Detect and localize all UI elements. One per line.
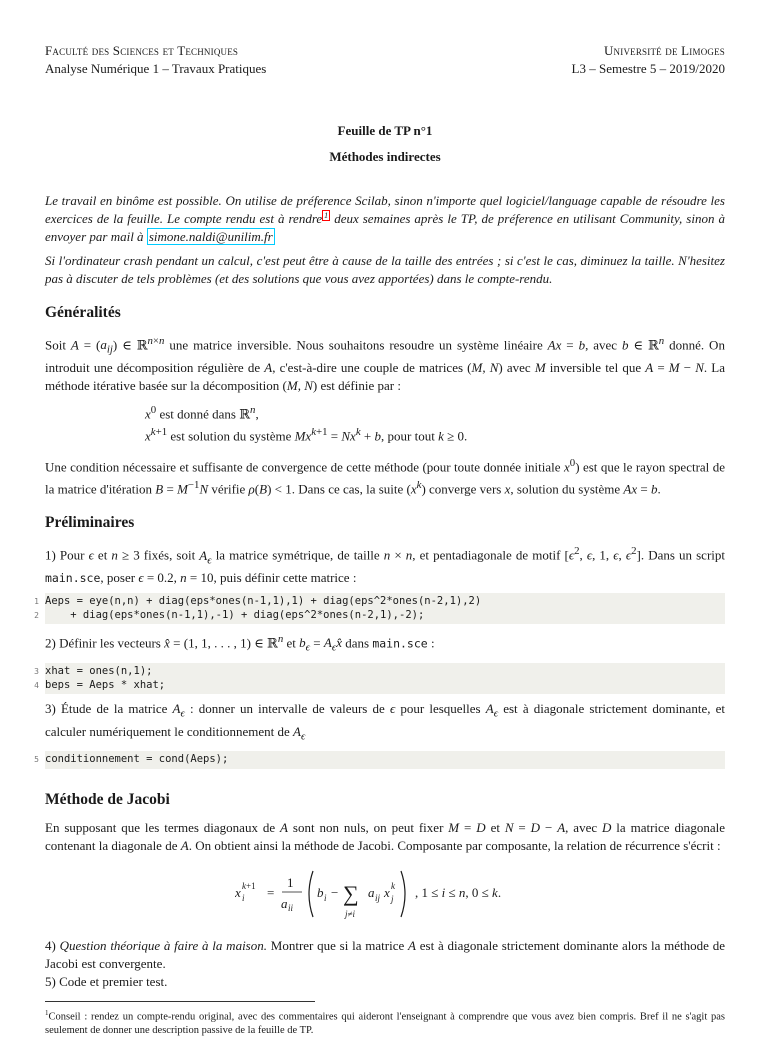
code-block-3 [34,751,725,769]
intro-paragraph-1 [45,192,725,246]
svg-text:k+1: k+1 [242,880,256,891]
footnote-number: 1 [45,1008,49,1017]
svg-text:x: x [235,884,241,900]
code-text: + diag(eps*ones(n-1,1),-1) + diag(eps^2*ones(n-2,1),-2); [45,608,425,621]
jacobi-formula [235,865,535,923]
intro-paragraph-2: Si l'ordinateur crash pendant un calcul, c'est peut être à cause de la taille des entrées ; si c'est le cas, diminuez la taille. N'hesitez pas à discuter de tels problèmes (et des solutions que vous avez apportées) dans le compte-rendu. [45,253,725,286]
university-name: Université de Limoges [603,43,725,58]
generalites-paragraph-2: Une condition nécessaire et suffisante de convergence de cette méthode (pour toute donnée initiale $x^0$) est que le rayon spectral de la matrice d'itération $B = M^{-1}N$ vérifie ρ(B) < 1. Dans ce cas, la suite $(x^k)$ converge vers x, solution du système Ax = b. [45,456,725,497]
svg-text:i: i [324,892,327,903]
iteration-line-2: $x^{k+1}$ est solution du système $Mx^{k+1} = Nx^k + b$, pour tout k ≥ 0. [145,426,468,444]
line-number: 5 [34,755,39,765]
section-heading-preliminaires: Préliminaires [45,514,135,532]
svg-text:−: − [331,884,339,900]
svg-text:a: a [368,884,375,900]
footnote-text: Conseil : rendez un compte-rendu original, avec des commentaires qui aideront l'enseignant à comprendre que vous avez bien compris. Bref il ne s'agit pas seulement de donner une description passive de la feuille de TP. [45,1011,725,1037]
svg-text:ii: ii [288,902,294,913]
code-block-1 [34,593,725,624]
line-number: 4 [34,680,39,690]
header-right [572,42,725,78]
footnote-mark-link[interactable]: 1 [324,210,329,220]
email-link[interactable]: simone.naldi@unilim.fr [148,229,273,244]
code-line [34,608,725,623]
code-line [34,665,725,679]
question-2: 2) Définir les vecteurs x̂ = (1, 1, . . . , 1) ∈ ℝ$^n$ et $b_\epsilon$ = $A_\epsilon x̂$ dans main.sce : [45,633,435,655]
course-name: Analyse Numérique 1 – Travaux Pratiques [45,61,267,76]
svg-text:=: = [267,884,275,900]
section-heading-generalites: Généralités [45,304,121,321]
jacobi-equation [45,865,725,923]
iteration-definition [145,401,725,446]
line-number: 3 [34,667,39,677]
code-text: Aeps = eye(n,n) + diag(eps*ones(n-1,1),1) + diag(eps^2*ones(n-2,1),2) [45,595,482,608]
iteration-line-1: $x^0$ est donné dans ℝ$^n$, [145,403,259,422]
question-5: 5) Code et premier test. [45,973,168,989]
svg-text:j: j [391,893,394,904]
page-title: Feuille de TP n°1 [337,123,433,138]
intro-text-a: Le travail en binôme est possible. On utilise de préference Scilab, sinon n'importe quel logiciel/language capable de résoudre les exercices de la feuille. Le compte rendu est à rendre [45,193,725,226]
svg-text:ij: ij [375,892,381,903]
footnote-rule [45,1001,315,1002]
question-4-label: 4) [45,937,60,953]
question-3: 3) Étude de la matrice $A_\epsilon$ : donner un intervalle de valeurs de ϵ pour lesquelles $A_\epsilon$ est à diagonale strictement dominante, et calculer numériquement le conditionnement de $A_\epsilon$ [45,701,725,743]
generalites-paragraph-1: Soit $A = (a_{ij})$ ∈ ℝ$^{n\times n}$ une matrice inversible. Nous souhaitons resoudre un système linéaire Ax = b, avec b ∈ ℝ$^n$ donné. On introduit une décomposition régulière de A, c'est-à-dire une couple de matrices (M, N) avec M inversible tel que A = M − N. La méthode itérative basée sur la décomposition (M, N) est définie par : [45,335,726,393]
faculty-name: Faculté des Sciences et Techniques [45,43,239,58]
semester-info: L3 – Semestre 5 – 2019/2020 [571,61,725,76]
document-page [34,42,726,1038]
svg-text:i: i [242,892,245,903]
question-4: 4) Question théorique à faire à la maison. Montrer que si la matrice A est à diagonale strictement dominante alors la méthode de Jacobi est convergente. [45,937,725,971]
code-text: xhat = ones(n,1); [45,665,153,678]
code-block-2 [34,663,725,694]
section-heading-jacobi: Méthode de Jacobi [45,790,170,808]
svg-text:∑: ∑ [343,880,359,906]
code-text: conditionnement = cond(Aeps); [45,753,229,766]
line-number: 2 [34,610,39,620]
svg-text:j≠i: j≠i [345,908,355,919]
svg-text:1: 1 [287,874,294,890]
code-line [34,595,725,609]
svg-text:x: x [384,884,390,900]
jacobi-paragraph: En supposant que les termes diagonaux de A sont non nuls, on peut fixer M = D et N = D − A, avec D la matrice diagonale contenant la diagonale de A. On obtient ainsi la méthode de Jacobi. Composante par composante, la relation de récurrence s'écrit : [45,819,725,853]
header-left [45,42,266,78]
code-text: beps = Aeps * xhat; [45,678,166,691]
code-line [34,678,725,693]
svg-text:a: a [281,895,288,911]
line-number: 1 [34,597,39,607]
page-subtitle: Méthodes indirectes [329,149,441,164]
intro-block [45,192,725,288]
page-header [45,42,725,78]
footnote [45,1006,725,1038]
svg-text:, 1 ≤ i ≤ n, 0 ≤ k.: , 1 ≤ i ≤ n, 0 ≤ k. [415,884,502,900]
intro-text-b: deux semaines après le TP, de préference en utilisant Community, sinon à envoyer par mail à [45,211,725,244]
svg-text:k: k [391,880,395,891]
svg-text:b: b [317,884,324,900]
code-line [34,753,725,767]
question-4-italic: Question théorique à faire à la maison. [59,937,267,953]
question-1: 1) Pour ϵ et n ≥ 3 fixés, soit $A_\epsilon$ la matrice symétrique, de taille n × n, et pentadiagonale de motif [$\epsilon^2$, ϵ, 1, ϵ, $\epsilon^2$]. Dans un script main.sce, poser ϵ = 0.2, n = 10, puis définir cette matrice : [45,545,725,586]
